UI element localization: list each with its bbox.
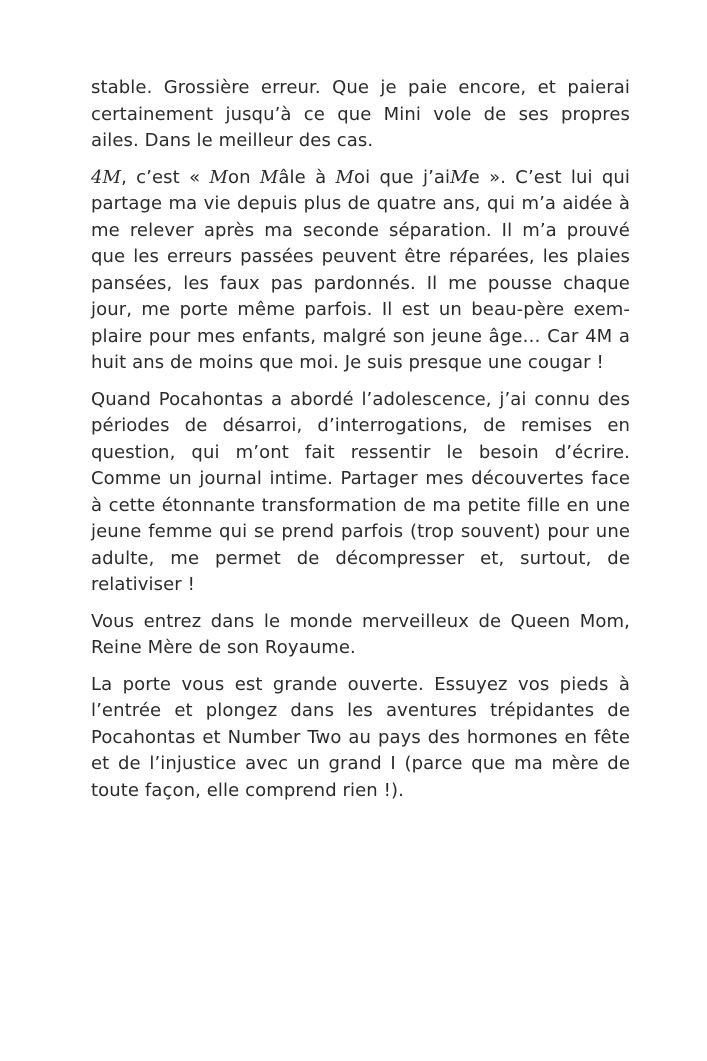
paragraph-text: on bbox=[227, 166, 260, 188]
paragraph-text: La porte vous est grande ouverte. Essuyez vos pieds à l’entrée et plongez dans les aventures trépidantes de Pocahontas et Number Two au pays des hormones en fête et de l’injustice avec un grand I (parce que ma mère de toute façon, elle comprend rien !). bbox=[91, 673, 630, 801]
page-body bbox=[91, 75, 630, 814]
paragraph-text: stable. Grossière erreur. Que je paie encore, et paierai certainement jusqu’à ce que Mini vole de ses propres ailes. Dans le meilleur des cas. bbox=[91, 77, 630, 151]
paragraph-text: oi que j’ai bbox=[354, 166, 451, 188]
script-m: M bbox=[209, 166, 228, 188]
script-4m: 4M bbox=[91, 166, 122, 188]
paragraph-text: , c’est « bbox=[121, 166, 210, 188]
script-m: M bbox=[259, 166, 279, 188]
paragraph-text: e ». C’est lui qui partage ma vie depuis plus de quatre ans, qui m’a aidée à me relever après ma seconde séparation. Il m’a prouvé que les erreurs passées peuvent être réparées, les plaies pansées, les faux pas pardonnés. Il me pousse chaque jour, me porte même parfois. Il est un beau-père exem-plaire pour mes enfants, malgré son jeune âge… Car 4M a huit ans de moins que moi. Je suis presque une cougar ! bbox=[91, 166, 630, 373]
paragraph-2 bbox=[91, 165, 630, 377]
paragraph-text: Vous entrez dans le monde merveilleux de Queen Mom, Reine Mère de son Royaume. bbox=[91, 610, 630, 658]
paragraph-text: Quand Pocahontas a abordé l’adolescence, j’ai connu des périodes de désarroi, d’interrogations, de remises en question, qui m’ont fait ressentir le besoin d’écrire. Comme un journal intime. Partager mes découvertes face à cette étonnante transformation de ma petite fille en une jeune femme qui se prend parfois (trop souvent) pour une adulte, me permet de décompresser et, surtout, de relativiser ! bbox=[91, 388, 630, 595]
paragraph-5 bbox=[91, 672, 630, 805]
script-m: M bbox=[450, 166, 469, 188]
paragraph-text: âle à bbox=[278, 166, 336, 188]
script-m: M bbox=[335, 166, 355, 188]
paragraph-4 bbox=[91, 609, 630, 662]
paragraph-3 bbox=[91, 387, 630, 599]
paragraph-1 bbox=[91, 75, 630, 155]
